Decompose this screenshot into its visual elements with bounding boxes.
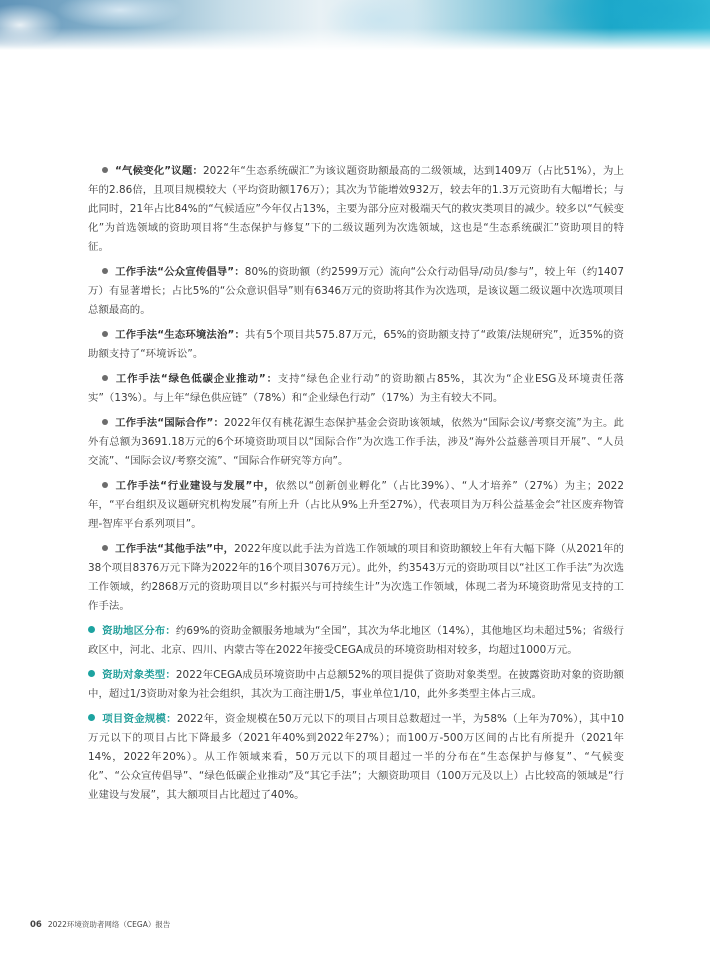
paragraph-lead: 工作手法“其他手法”中， [115, 543, 235, 555]
report-body [88, 162, 624, 811]
paragraph-lead: 资助地区分布： [102, 625, 176, 637]
paragraph-industry-development [88, 477, 624, 534]
bullet-icon [102, 419, 108, 425]
paragraph-other-methods [88, 540, 624, 616]
paragraph-lead: 工作手法“生态环境法治”： [115, 329, 246, 341]
paragraph-lead: “气候变化”议题： [115, 165, 204, 177]
paragraph-lead: 工作手法“公众宣传倡导”： [115, 266, 245, 278]
bullet-icon [88, 670, 95, 677]
paragraph-funding-region [88, 622, 624, 660]
paragraph-text: 2022年度以此手法为首选工作领域的项目和资助额较上年有大幅下降（从2021年的38个项目8376万元下降为2022年的16个项目3076万元）。此外，约3543万元的资助项目以“社区工作手法”为次选工作领域，约2868万元的资助项目以“乡村振兴与可持续生计”为次选工作领域，体现二者为环境资助常见支持的工作手法。 [88, 543, 624, 612]
bullet-icon [88, 626, 95, 633]
bullet-icon [88, 714, 95, 721]
paragraph-lead: 工作手法“行业建设与发展”中， [115, 480, 276, 492]
paragraph-public-advocacy [88, 263, 624, 320]
paragraph-text: 依然以“创新创业孵化”（占比39%）、“人才培养”（27%）为主；2022年，“平台组织及议题研究机构发展”有所上升（占比从9%上升至27%），代表项目为万科公益基金会“社区废弃物管理-智库平台系列项目”。 [88, 480, 624, 530]
paragraph-grantee-type [88, 666, 624, 704]
paragraph-lead: 工作手法“国际合作”： [115, 417, 225, 429]
bullet-icon [102, 331, 108, 337]
paragraph-text: 约69%的资助金额服务地域为“全国”，其次为华北地区（14%），其他地区均未超过5%；省级行政区中，河北、北京、四川、内蒙古等在2022年接受CEGA成员的环境资助相对较多，均超过1000万元。 [88, 625, 624, 656]
bullet-icon [102, 375, 108, 381]
paragraph-lead: 资助对象类型： [102, 669, 176, 681]
paragraph-text: 2022年仅有桃花源生态保护基金会资助该领域，依然为“国际会议/考察交流”为主。此外有总额为3691.18万元的6个环境资助项目以“国际合作”为次选工作手法，涉及“海外公益慈善项目开展”、“人员交流”、“国际会议/考察交流”、“国际合作研究等方向”。 [88, 417, 624, 467]
paragraph-text: 共有5个项目共575.87万元，65%的资助额支持了“政策/法规研究”，近35%的资助额支持了“环境诉讼”。 [88, 329, 624, 360]
page-footer [30, 919, 170, 930]
report-title: 2022环境资助者网络（CEGA）报告 [47, 920, 171, 929]
paragraph-text: 2022年CEGA成员环境资助中占总额52%的项目提供了资助对象类型。在披露资助对象的资助额中，超过1/3资助对象为社会组织，其次为工商注册1/5，事业单位1/10，此外多类型主体占三成。 [88, 669, 624, 700]
paragraph-project-scale [88, 710, 624, 805]
paragraph-international-cooperation [88, 414, 624, 471]
paragraph-environmental-law [88, 326, 624, 364]
paragraph-green-enterprise [88, 370, 624, 408]
header-banner [0, 0, 710, 50]
paragraph-text: 支持“绿色企业行动”的资助额占85%，其次为“企业ESG及环境责任落实”（13%）。与上年“绿色供应链”（78%）和“企业绿色行动”（17%）为主有较大不同。 [88, 373, 624, 404]
paragraph-text: 2022年“生态系统碳汇”为该议题资助额最高的二级领域，达到1409万（占比51%），为上年的2.86倍，且项目规模较大（平均资助额176万）；其次为节能增效932万，较去年的1.3万元资助有大幅增长；与此同时，21年占比84%的“气候适应”今年仅占13%，主要为部分应对极端天气的救灾类项目的减少。较多以“气候变化”为首选领域的资助项目将“生态保护与修复”下的二级议题列为次选领域，这也是“生态系统碳汇”资助项目的特征。 [88, 165, 624, 253]
bullet-icon [102, 482, 108, 488]
paragraph-text: 80%的资助额（约2599万元）流向“公众行动倡导/动员/参与”，较上年（约1407万）有显著增长；占比5%的“公众意识倡导”则有6346万元的资助将其作为次选项，是该议题二级议题中次选项项目总额最高的。 [88, 266, 624, 316]
bullet-icon [102, 268, 108, 274]
bullet-icon [102, 167, 108, 173]
page-number: 06 [30, 920, 42, 930]
paragraph-text: 2022年，资金规模在50万元以下的项目占项目总数超过一半，为58%（上年为70%），其中10万元以下的项目占比下降最多（2021年40%到2022年27%）；而100万-500万区间的占比有所提升（2021年14%，2022年20%）。从工作领域来看，50万元以下的项目超过一半的分布在“生态保护与修复”、“气候变化”、“公众宣传倡导”、“绿色低碳企业推动”及“其它手法”；大额资助项目（100万元及以上）占比较高的领域是“行业建设与发展”，其大额项目占比超过了40%。 [88, 713, 624, 801]
paragraph-lead: 项目资金规模： [102, 713, 177, 725]
paragraph-climate-change [88, 162, 624, 257]
paragraph-lead: 工作手法“绿色低碳企业推动”： [115, 373, 278, 385]
bullet-icon [102, 545, 108, 551]
